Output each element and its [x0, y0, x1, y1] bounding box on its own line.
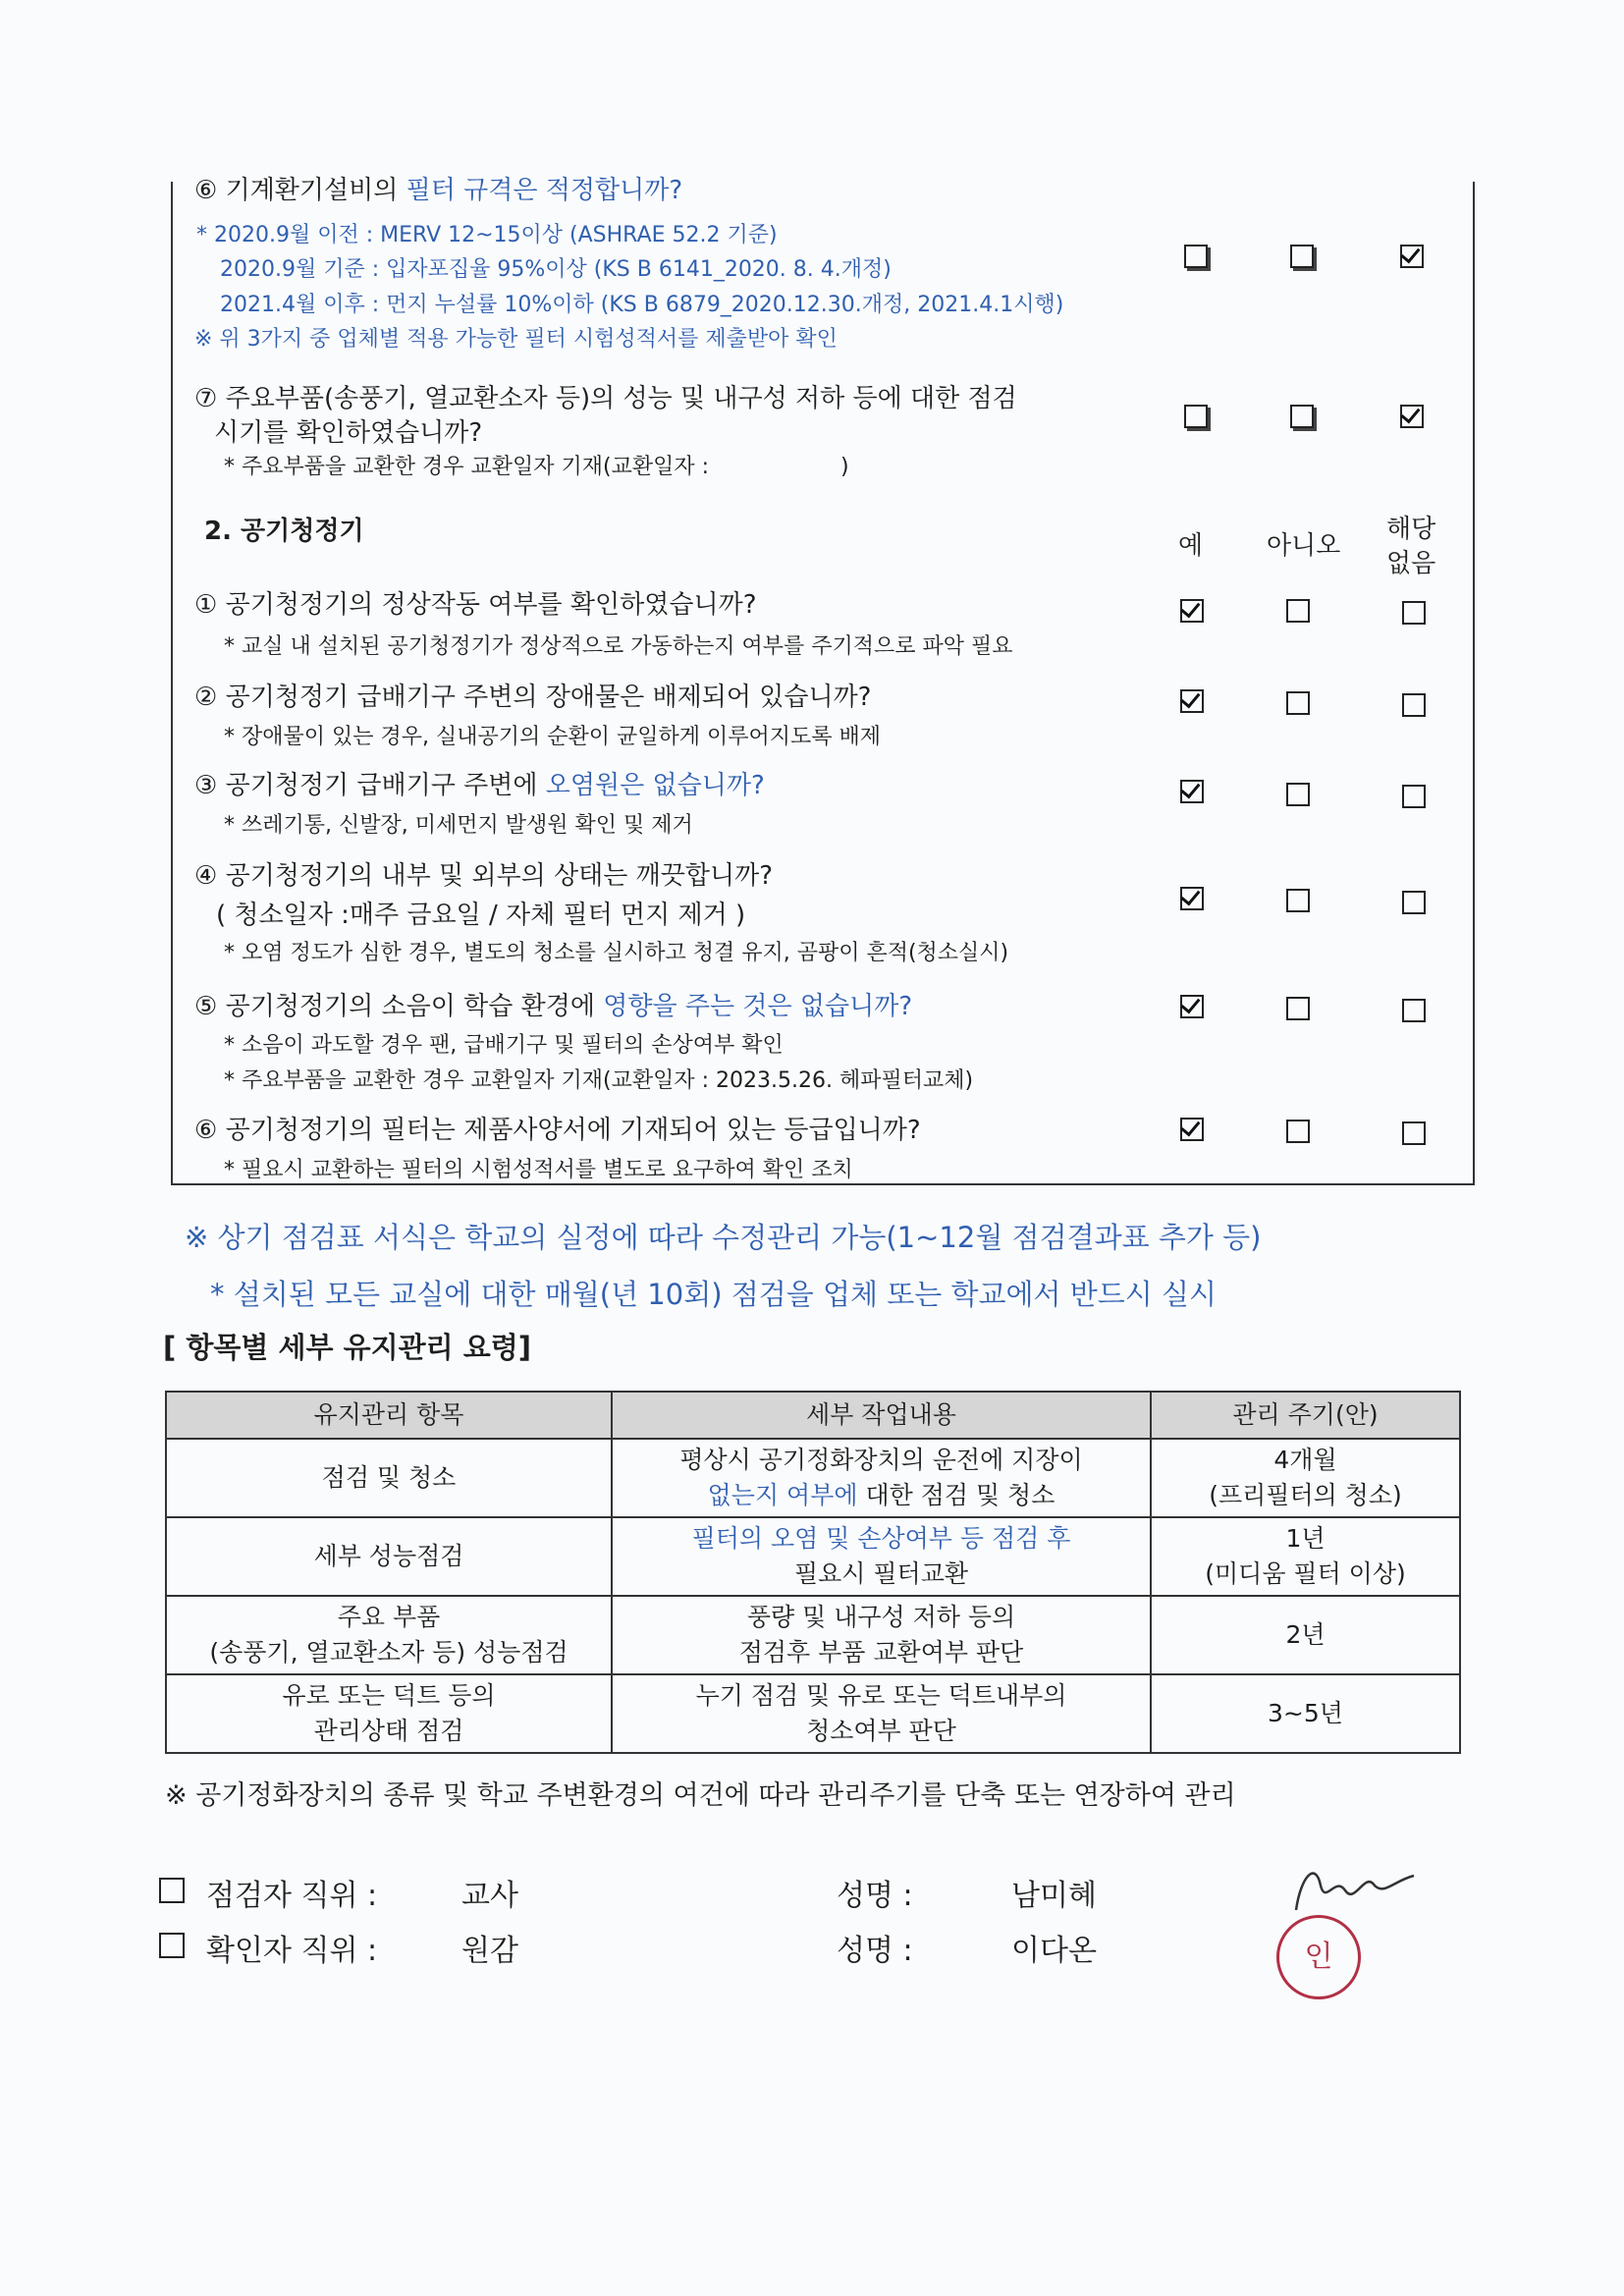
q2-3-note: * 쓰레기통, 신발장, 미세먼지 발생원 확인 및 제거	[224, 813, 693, 838]
row-item: 유로 또는 덕트 등의 관리상태 점검	[166, 1674, 612, 1753]
inspector-name: 남미혜	[1011, 1879, 1097, 1913]
row-task: 필터의 오염 및 손상여부 등 점검 후 필요시 필터교환	[612, 1517, 1151, 1596]
q1-6-no-checkbox[interactable]	[1290, 245, 1314, 268]
question-2-4-cleaning-date: ( 청소일자 :매주 금요일 / 자체 필터 먼지 제거 )	[216, 901, 746, 930]
confirmer-label: 확인자 직위 :	[206, 1934, 378, 1968]
question-2-4: ④ 공기청정기의 내부 및 외부의 상태는 깨끗합니까?	[194, 861, 774, 891]
q6-note-3: 2021.4월 이후 : 먼지 누설률 10%이하 (KS B 6879_2020.12.30.개정, 2021.4.1시행)	[220, 293, 1064, 317]
question-1-7: ⑦ 주요부품(송풍기, 열교환소자 등)의 성능 및 내구성 저하 등에 대한 점검	[194, 384, 1017, 413]
row-cycle: 2년	[1151, 1596, 1460, 1674]
row-task: 풍량 및 내구성 저하 등의 점검후 부품 교환여부 판단	[612, 1596, 1151, 1674]
q1-7-na-checkbox[interactable]	[1400, 405, 1424, 428]
table-row	[166, 1439, 1460, 1517]
q2-6-na-checkbox[interactable]	[1402, 1121, 1426, 1145]
col-na-header-1: 해당	[1386, 515, 1436, 544]
q2-5-note-1: * 소음이 과도할 경우 팬, 급배기구 및 필터의 손상여부 확인	[224, 1033, 784, 1058]
q2-6-note: * 필요시 교환하는 필터의 시험성적서를 별도로 요구하여 확인 조치	[224, 1158, 853, 1182]
question-2-3: ③ 공기청정기 급배기구 주변에 오염원은 없습니까?	[194, 771, 765, 800]
confirmer-name-label: 성명 :	[837, 1934, 913, 1968]
confirmer-name: 이다온	[1011, 1934, 1097, 1968]
row-cycle: 4개월 (프리필터의 청소)	[1151, 1439, 1460, 1517]
q7-note: * 주요부품을 교환한 경우 교환일자 기재(교환일자 : )	[224, 455, 849, 479]
q6-note-4: ※ 위 3가지 중 업체별 적용 가능한 필터 시험성적서를 제출받아 확인	[194, 327, 838, 352]
table-header-item: 유지관리 항목	[166, 1392, 612, 1439]
notice-management-cycle: ※ 공기정화장치의 종류 및 학교 주변환경의 여건에 따라 관리주기를 단축 또는 연장하여 관리	[165, 1780, 1236, 1811]
q2-3-na-checkbox[interactable]	[1402, 785, 1426, 808]
q2-5-note-2: * 주요부품을 교환한 경우 교환일자 기재(교환일자 : 2023.5.26. 헤파필터교체)	[224, 1068, 974, 1093]
q6-note-2: 2020.9월 기준 : 입자포집율 95%이상 (KS B 6141_2020. 8. 4.개정)	[220, 257, 892, 282]
q2-1-note: * 교실 내 설치된 공기청정기가 정상적으로 가동하는지 여부를 주기적으로 파악 필요	[224, 634, 1013, 659]
q2-3-yes-checkbox[interactable]	[1180, 780, 1204, 803]
question-2-6: ⑥ 공기청정기의 필터는 제품사양서에 기재되어 있는 등급입니까?	[194, 1116, 921, 1145]
col-no-header: 아니오	[1267, 531, 1341, 561]
table-row	[166, 1517, 1460, 1596]
row-cycle: 1년 (미디움 필터 이상)	[1151, 1517, 1460, 1596]
maintenance-table	[165, 1391, 1461, 1754]
question-1-7-line2: 시기를 확인하였습니까?	[214, 418, 483, 448]
notice-monthly-inspection: * 설치된 모든 교실에 대한 매월(년 10회) 점검을 업체 또는 학교에서 반드시 실시	[210, 1278, 1218, 1311]
section-2-title: 2. 공기청정기	[204, 517, 364, 546]
question-1-6: ⑥ 기계환기설비의 필터 규격은 적정합니까?	[194, 176, 683, 205]
notice-form-editable: ※ 상기 점검표 서식은 학교의 실정에 따라 수정관리 가능(1~12월 점검결과표 추가 등)	[185, 1221, 1262, 1254]
table-row	[166, 1674, 1460, 1753]
q2-6-no-checkbox[interactable]	[1286, 1120, 1310, 1143]
row-cycle: 3~5년	[1151, 1674, 1460, 1753]
q2-4-no-checkbox[interactable]	[1286, 889, 1310, 912]
q2-1-no-checkbox[interactable]	[1286, 599, 1310, 623]
q1-6-na-checkbox[interactable]	[1400, 245, 1424, 268]
q1-6-yes-checkbox[interactable]	[1184, 245, 1208, 268]
q2-1-na-checkbox[interactable]	[1402, 601, 1426, 625]
question-2-1: ① 공기청정기의 정상작동 여부를 확인하였습니까?	[194, 590, 757, 620]
q1-7-yes-checkbox[interactable]	[1184, 405, 1208, 428]
inspector-position: 교사	[461, 1879, 518, 1913]
inspector-checkbox[interactable]	[159, 1878, 185, 1903]
question-2-5: ⑤ 공기청정기의 소음이 학습 환경에 영향을 주는 것은 없습니까?	[194, 992, 913, 1021]
q2-3-no-checkbox[interactable]	[1286, 783, 1310, 806]
table-header-cycle: 관리 주기(안)	[1151, 1392, 1460, 1439]
q2-2-note: * 장애물이 있는 경우, 실내공기의 순환이 균일하게 이루어지도록 배제	[224, 725, 881, 749]
table-row	[166, 1596, 1460, 1674]
q2-2-na-checkbox[interactable]	[1402, 693, 1426, 717]
confirmer-checkbox[interactable]	[159, 1933, 185, 1958]
row-item: 세부 성능점검	[166, 1517, 612, 1596]
q2-5-na-checkbox[interactable]	[1402, 999, 1426, 1022]
q2-4-note: * 오염 정도가 심한 경우, 별도의 청소를 실시하고 청결 유지, 곰팡이 흔적(청소실시)	[224, 941, 1009, 965]
table-header-row	[166, 1392, 1460, 1439]
q2-4-na-checkbox[interactable]	[1402, 891, 1426, 914]
q2-2-no-checkbox[interactable]	[1286, 691, 1310, 715]
q2-6-yes-checkbox[interactable]	[1180, 1118, 1204, 1141]
q2-4-yes-checkbox[interactable]	[1180, 887, 1204, 910]
maintenance-section-title: [ 항목별 세부 유지관리 요령]	[163, 1331, 532, 1364]
row-item: 주요 부품 (송풍기, 열교환소자 등) 성능점검	[166, 1596, 612, 1674]
q6-note-1: * 2020.9월 이전 : MERV 12~15이상 (ASHRAE 52.2 기준)	[196, 223, 778, 247]
question-2-2: ② 공기청정기 급배기구 주변의 장애물은 배제되어 있습니까?	[194, 683, 872, 712]
q2-2-yes-checkbox[interactable]	[1180, 689, 1204, 713]
col-yes-header: 예	[1178, 531, 1204, 561]
q2-5-no-checkbox[interactable]	[1286, 997, 1310, 1020]
handwritten-signature	[1276, 1856, 1434, 1925]
seal-stamp: 인	[1276, 1915, 1361, 1999]
col-na-header-2: 없음	[1386, 549, 1436, 578]
table-header-task: 세부 작업내용	[612, 1392, 1151, 1439]
inspector-label: 점검자 직위 :	[206, 1879, 378, 1913]
q1-7-no-checkbox[interactable]	[1290, 405, 1314, 428]
q2-5-yes-checkbox[interactable]	[1180, 995, 1204, 1018]
row-task: 누기 점검 및 유로 또는 덕트내부의 청소여부 판단	[612, 1674, 1151, 1753]
inspector-name-label: 성명 :	[837, 1879, 913, 1913]
q2-1-yes-checkbox[interactable]	[1180, 599, 1204, 623]
row-item: 점검 및 청소	[166, 1439, 612, 1517]
confirmer-position: 원감	[461, 1934, 518, 1968]
row-task: 평상시 공기정화장치의 운전에 지장이 없는지 여부에 대한 점검 및 청소	[612, 1439, 1151, 1517]
